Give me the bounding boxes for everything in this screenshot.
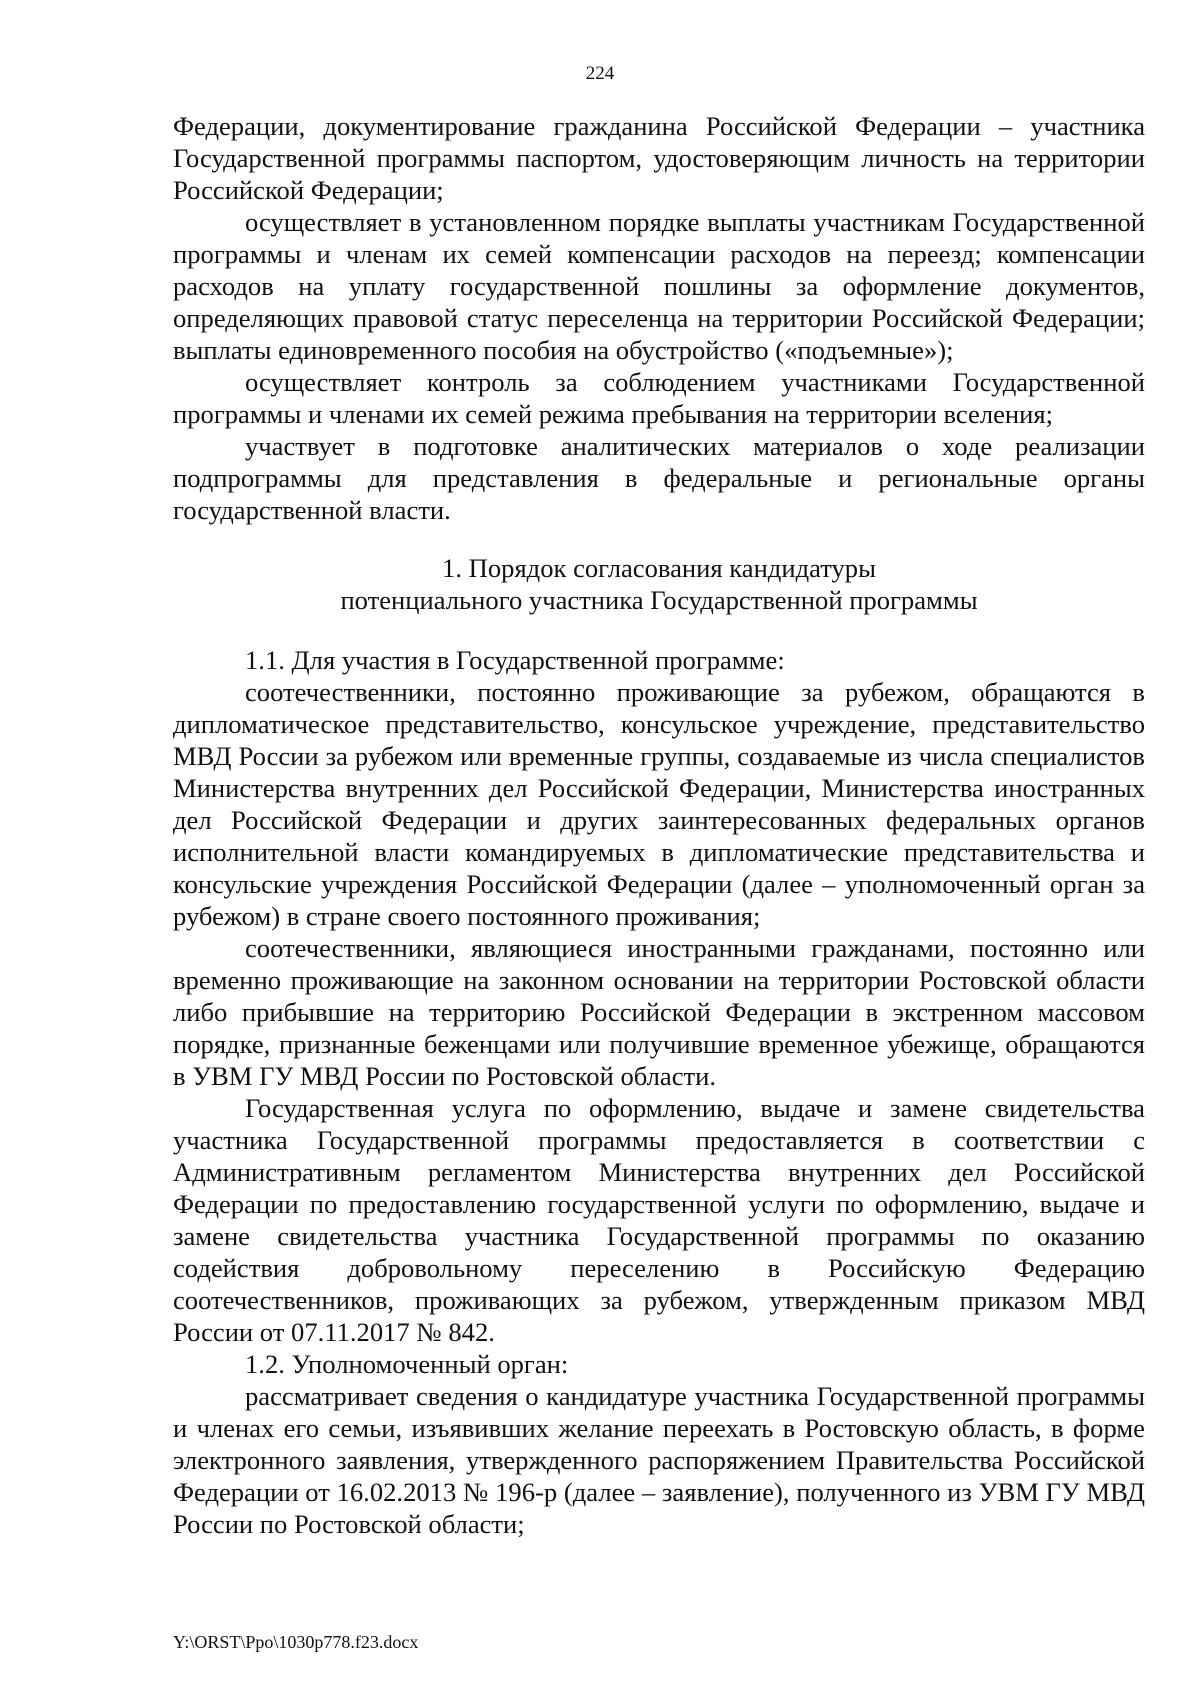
paragraph-7: соотечественники, являющиеся иностранными гражданами, постоянно или временно проживающие на законном основании на территории Ростовской области либо прибывшие на территорию Российской Федерации в экстренном массовом порядке, признанные беженцами или получившие временное убежище, обращаются в УВМ ГУ МВД России по Ростовской области.: [173, 933, 1145, 1091]
paragraph-5: 1.1. Для участия в Государственной программе:: [245, 645, 785, 675]
section-heading-line-2: потенциального участника Государственной программы: [340, 585, 978, 615]
section-heading: [173, 552, 1145, 616]
document-body: [173, 110, 1145, 1540]
paragraph-2: осуществляет в установленном порядке выплаты участникам Государственной программы и членам их семей компенсации расходов на переезд; компенсации расходов на уплату государственной пошлины за оформление документов, определяющих правовой статус переселенца на территории Российской Федерации; выплаты единовременного пособия на обустройство («подъемные»);: [173, 207, 1145, 365]
paragraph-4: участвует в подготовке аналитических материалов о ходе реализации подпрограммы для представления в федеральные и региональные органы государственной власти.: [173, 431, 1145, 525]
footer-file-path: Y:\ORST\Ppo\1030p778.f23.docx: [173, 1632, 419, 1652]
paragraph-10: рассматривает сведения о кандидатуре участника Государственной программы и членах его семьи, изъявивших желание переехать в Ростовскую область, в форме электронного заявления, утвержденного распоряжением Правительства Российской Федерации от 16.02.2013 № 196-р (далее – заявление), полученного из УВМ ГУ МВД России по Ростовской области;: [173, 1381, 1145, 1539]
paragraph-3: осуществляет контроль за соблюдением участниками Государственной программы и членами их семей режима пребывания на территории вселения;: [173, 367, 1145, 429]
paragraph-9: 1.2. Уполномоченный орган:: [245, 1349, 569, 1379]
page-number: 224: [585, 63, 615, 84]
section-heading-line-1: 1. Порядок согласования кандидатуры: [442, 553, 876, 583]
paragraph-8: Государственная услуга по оформлению, выдаче и замене свидетельства участника Государственной программы предоставляется в соответствии с Административным регламентом Министерства внутренних дел Российской Федерации по предоставлению государственной услуги по оформлению, выдаче и замене свидетельства участника Государственной программы по оказанию содействия добровольному переселению в Российскую Федерацию соотечественников, проживающих за рубежом, утвержденным приказом МВД России от 07.11.2017 № 842.: [173, 1093, 1145, 1347]
paragraph-6: соотечественники, постоянно проживающие за рубежом, обращаются в дипломатическое представительство, консульское учреждение, представительство МВД России за рубежом или временные группы, создаваемые из числа специалистов Министерства внутренних дел Российской Федерации, Министерства иностранных дел Российской Федерации и других заинтересованных федеральных органов исполнительной власти командируемых в дипломатические представительства и консульские учреждения Российской Федерации (далее – уполномоченный орган за рубежом) в стране своего постоянного проживания;: [173, 677, 1145, 931]
paragraph-1: Федерации, документирование гражданина Российской Федерации – участника Государственной программы паспортом, удостоверяющим личность на территории Российской Федерации;: [173, 111, 1145, 205]
